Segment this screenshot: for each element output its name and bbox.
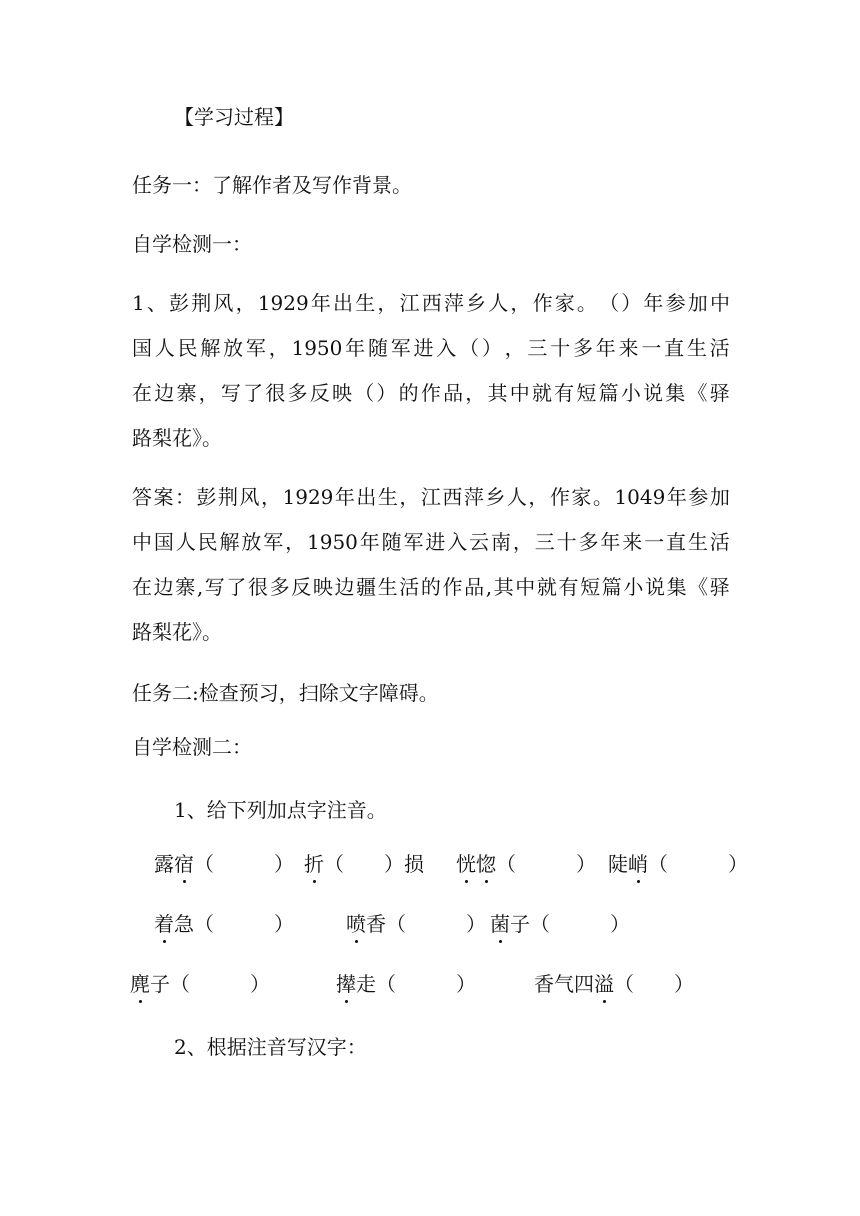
glyph: 放 — [223, 336, 244, 360]
glyph: 有 — [558, 575, 579, 599]
glyph: 人 — [175, 530, 196, 554]
answer-line — [132, 484, 730, 510]
section-heading: 【学习过程】 — [174, 105, 294, 129]
glyph: 1 — [132, 291, 145, 315]
glyph: 生 — [687, 530, 708, 554]
glyph: 作 — [420, 381, 441, 405]
glyph: 1950 — [291, 336, 343, 360]
dotted-char: 菌 — [490, 912, 510, 936]
dotted-char: 着 — [154, 912, 174, 936]
glyph: 寨 — [175, 575, 196, 599]
glyph: 军 — [245, 336, 266, 360]
pinyin-item: 陡峭（ ） — [608, 852, 748, 876]
glyph: 年 — [595, 336, 616, 360]
pinyin-item: 喷香（ ） — [346, 912, 486, 936]
glyph: 映 — [331, 381, 352, 405]
glyph: 军 — [403, 530, 424, 554]
question-line — [132, 290, 730, 316]
glyph: 边 — [153, 575, 174, 599]
glyph: 短 — [580, 575, 601, 599]
glyph: ， — [512, 530, 533, 554]
glyph: 很 — [248, 575, 269, 599]
glyph: 解 — [200, 336, 221, 360]
glyph: 入 — [447, 530, 468, 554]
answer-line — [132, 574, 730, 600]
answer-line: 路梨花》。 — [132, 620, 222, 644]
glyph: 品 — [464, 575, 485, 599]
glyph: 江 — [399, 291, 420, 315]
glyph: 其 — [487, 381, 508, 405]
glyph: 。 — [592, 485, 613, 509]
glyph: ： — [175, 485, 195, 509]
glyph: 入 — [436, 336, 457, 360]
glyph: 军 — [263, 530, 284, 554]
glyph: 军 — [390, 336, 411, 360]
self-check-two-title: 自学检测二： — [132, 735, 252, 759]
glyph: 《 — [688, 575, 709, 599]
glyph: 国 — [153, 530, 174, 554]
glyph: 多 — [578, 530, 599, 554]
question-line — [132, 380, 730, 406]
glyph: 人 — [488, 291, 509, 315]
glyph: 。 — [576, 291, 597, 315]
glyph: （ — [459, 336, 480, 360]
glyph: 边 — [334, 575, 355, 599]
glyph: 1929 — [282, 485, 334, 509]
glyph: 一 — [644, 530, 665, 554]
task-one-title: 任务一：了解作者及写作背景。 — [132, 173, 412, 197]
glyph: 参 — [665, 291, 686, 315]
glyph: 三 — [534, 530, 555, 554]
glyph: 小 — [623, 575, 644, 599]
glyph: 直 — [666, 530, 687, 554]
dotted-char: 峭 — [628, 852, 648, 876]
glyph: , — [485, 575, 493, 599]
glyph: 出 — [333, 291, 354, 315]
glyph: 年 — [310, 291, 331, 315]
dotted-char: 恍 — [456, 852, 476, 876]
glyph: 就 — [536, 575, 557, 599]
glyph: ） — [621, 291, 642, 315]
glyph: 说 — [643, 381, 664, 405]
glyph: 风 — [239, 485, 260, 509]
glyph: 乡 — [485, 485, 506, 509]
glyph: 作 — [532, 291, 553, 315]
dotted-char: 麂 — [130, 972, 150, 996]
glyph: 映 — [312, 575, 333, 599]
glyph: 来 — [622, 530, 643, 554]
glyph: 《 — [687, 381, 708, 405]
glyph: 南 — [491, 530, 512, 554]
glyph: 很 — [265, 381, 286, 405]
dotted-char: 宿 — [174, 852, 194, 876]
glyph: 集 — [666, 575, 687, 599]
glyph: ， — [528, 485, 549, 509]
glyph: ， — [377, 291, 398, 315]
glyph: 1950 — [307, 530, 358, 554]
self-check-one-title: 自学检测一： — [132, 232, 252, 256]
answer-line — [132, 529, 730, 555]
glyph: 驿 — [709, 381, 730, 405]
glyph: 生 — [377, 485, 398, 509]
glyph: 在 — [132, 381, 152, 405]
glyph: 生 — [355, 291, 376, 315]
pinyin-item: 折（ ）损 — [304, 852, 424, 876]
glyph: 一 — [641, 336, 662, 360]
glyph: 写 — [204, 575, 225, 599]
pinyin-item: 香气四溢（ ） — [534, 972, 694, 996]
pinyin-item: 露宿（ ） — [154, 852, 294, 876]
hanzi-question: 2、根据注音写汉字： — [174, 1035, 367, 1059]
glyph: 年 — [643, 291, 664, 315]
glyph: 多 — [287, 381, 308, 405]
glyph: 反 — [309, 381, 330, 405]
task-two-title: 任务二:检查预习，扫除文字障碍。 — [132, 681, 439, 705]
glyph: 的 — [398, 381, 419, 405]
glyph: 生 — [377, 575, 398, 599]
glyph: 在 — [132, 575, 152, 599]
glyph: 风 — [213, 291, 234, 315]
glyph: 品 — [443, 381, 464, 405]
glyph: 多 — [269, 575, 290, 599]
glyph: 三 — [527, 336, 548, 360]
glyph: 年 — [666, 485, 687, 509]
glyph: 案 — [153, 485, 174, 509]
question-line: 路梨花》。 — [132, 426, 222, 450]
glyph: 彭 — [196, 485, 217, 509]
glyph: 1049 — [614, 485, 666, 509]
glyph: 了 — [243, 381, 264, 405]
glyph: 的 — [420, 575, 441, 599]
glyph: （ — [354, 381, 375, 405]
glyph: 中 — [132, 530, 152, 554]
glyph: 有 — [554, 381, 575, 405]
glyph: ， — [268, 336, 289, 360]
glyph: 加 — [687, 291, 708, 315]
glyph: 解 — [219, 530, 240, 554]
glyph: 随 — [381, 530, 402, 554]
glyph: 荆 — [191, 291, 212, 315]
glyph: 作 — [549, 485, 570, 509]
glyph: ） — [376, 381, 397, 405]
glyph: 民 — [177, 336, 198, 360]
glyph: 中 — [509, 381, 530, 405]
dotted-char: 撵 — [336, 972, 356, 996]
glyph: , — [196, 575, 204, 599]
glyph: 彭 — [169, 291, 190, 315]
glyph: 多 — [572, 336, 593, 360]
glyph: 云 — [469, 530, 490, 554]
glyph: 来 — [618, 336, 639, 360]
glyph: 活 — [709, 336, 730, 360]
glyph: 民 — [197, 530, 218, 554]
glyph: 1929 — [257, 291, 309, 315]
glyph: 萍 — [463, 485, 484, 509]
glyph: 集 — [665, 381, 686, 405]
glyph: 了 — [226, 575, 247, 599]
pinyin-question: 1、给下列加点字注音。 — [174, 798, 387, 822]
glyph: ， — [261, 485, 281, 509]
dotted-char: 惚 — [476, 852, 496, 876]
glyph: 年 — [334, 485, 355, 509]
glyph: 反 — [291, 575, 312, 599]
question-line — [132, 335, 730, 361]
glyph: 国 — [132, 336, 152, 360]
glyph: 答 — [132, 485, 152, 509]
glyph: ， — [235, 291, 256, 315]
glyph: 中 — [515, 575, 536, 599]
glyph: 十 — [556, 530, 577, 554]
glyph: 其 — [493, 575, 514, 599]
glyph: 萍 — [443, 291, 464, 315]
glyph: 加 — [709, 485, 730, 509]
glyph: 驿 — [709, 575, 730, 599]
glyph: 人 — [154, 336, 175, 360]
glyph: 出 — [356, 485, 377, 509]
glyph: 中 — [709, 291, 730, 315]
pinyin-item: 恍惚（ ） — [456, 852, 596, 876]
dotted-char: 折 — [304, 852, 324, 876]
glyph: 边 — [154, 381, 175, 405]
glyph: ， — [198, 381, 219, 405]
glyph: 说 — [644, 575, 665, 599]
glyph: ， — [399, 485, 420, 509]
dotted-char: 喷 — [346, 912, 366, 936]
glyph: 十 — [550, 336, 571, 360]
pinyin-item: 撵走（ ） — [336, 972, 476, 996]
glyph: ） — [481, 336, 502, 360]
glyph: 西 — [442, 485, 463, 509]
glyph: 寨 — [176, 381, 197, 405]
glyph: 篇 — [601, 575, 622, 599]
glyph: 篇 — [598, 381, 619, 405]
glyph: 年 — [600, 530, 621, 554]
glyph: 随 — [367, 336, 388, 360]
glyph: 活 — [709, 530, 730, 554]
glyph: 乡 — [466, 291, 487, 315]
glyph: 年 — [359, 530, 380, 554]
glyph: 参 — [688, 485, 709, 509]
glyph: 家 — [554, 291, 575, 315]
pinyin-item: 麂子（ ） — [130, 972, 270, 996]
dotted-char: 溢 — [594, 972, 614, 996]
glyph: 年 — [345, 336, 366, 360]
glyph: 就 — [531, 381, 552, 405]
glyph: ， — [504, 336, 525, 360]
glyph: 、 — [146, 291, 167, 315]
glyph: 直 — [664, 336, 685, 360]
glyph: 疆 — [356, 575, 377, 599]
glyph: 写 — [220, 381, 241, 405]
glyph: ， — [510, 291, 531, 315]
glyph: 小 — [620, 381, 641, 405]
glyph: （ — [599, 291, 620, 315]
glyph: ， — [285, 530, 306, 554]
pinyin-item: 着急（ ） — [154, 912, 294, 936]
glyph: 作 — [442, 575, 463, 599]
glyph: 江 — [420, 485, 441, 509]
glyph: 活 — [399, 575, 420, 599]
glyph: 生 — [686, 336, 707, 360]
glyph: 短 — [576, 381, 597, 405]
glyph: 荆 — [218, 485, 238, 509]
glyph: 进 — [425, 530, 446, 554]
pinyin-item: 菌子（ ） — [490, 912, 630, 936]
glyph: 家 — [571, 485, 592, 509]
glyph: 西 — [421, 291, 442, 315]
glyph: 放 — [241, 530, 262, 554]
glyph: ， — [465, 381, 486, 405]
glyph: 进 — [413, 336, 434, 360]
glyph: 人 — [506, 485, 527, 509]
